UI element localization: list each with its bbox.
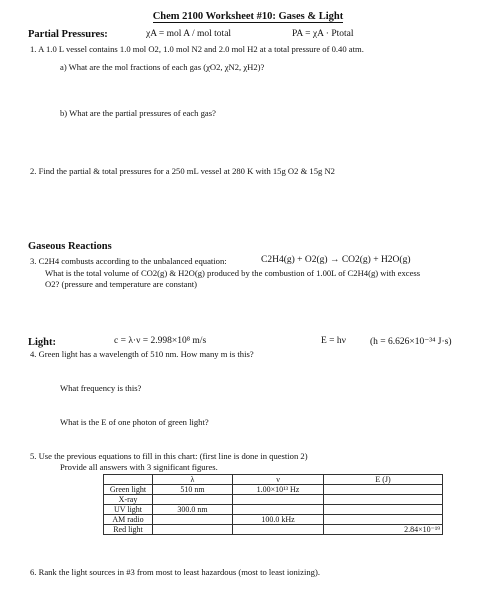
table-cell: Red light	[104, 525, 153, 535]
table-cell	[324, 495, 443, 505]
question-5: 5. Use the previous equations to fill in this chart: (first line is done in question 2)	[30, 451, 308, 461]
question-4a: What frequency is this?	[60, 383, 142, 393]
question-2: 2. Find the partial & total pressures for a 250 mL vessel at 280 K with 15g O2 & 15g N2	[30, 166, 335, 176]
question-1b: b) What are the partial pressures of each gas?	[60, 108, 216, 118]
planck-constant: (h = 6.626×10⁻³⁴ J·s)	[370, 337, 452, 347]
table-cell: 100.0 kHz	[233, 515, 324, 525]
worksheet-title: Chem 2100 Worksheet #10: Gases & Light	[152, 11, 344, 22]
table-cell	[153, 495, 233, 505]
table-header-row	[104, 475, 443, 485]
table-cell	[153, 525, 233, 535]
table-cell	[233, 525, 324, 535]
question-4b: What is the E of one photon of green light?	[60, 417, 209, 427]
table-row	[104, 525, 443, 535]
partial-pressures-heading: Partial Pressures:	[28, 29, 108, 40]
question-4: 4. Green light has a wavelength of 510 nm. How many m is this?	[30, 349, 254, 359]
table-cell	[153, 515, 233, 525]
table-header-cell: λ	[153, 475, 233, 485]
table-cell: 1.00×10¹³ Hz	[233, 485, 324, 495]
question-5-instruction: Provide all answers with 3 significant figures.	[60, 462, 218, 472]
question-3: 3. C2H4 combusts according to the unbalanced equation:	[30, 256, 227, 266]
table-header-cell	[104, 475, 153, 485]
question-1a: a) What are the mol fractions of each gas (χO2, χN2, χH2)?	[60, 62, 265, 72]
mol-fraction-equation: χA = mol A / mol total	[146, 29, 232, 39]
table-cell	[324, 485, 443, 495]
light-heading: Light:	[28, 337, 57, 348]
photon-energy-equation: E = hν	[321, 336, 346, 346]
table-cell	[233, 495, 324, 505]
table-row	[104, 495, 443, 505]
table-cell	[324, 505, 443, 515]
table-cell: 510 nm	[153, 485, 233, 495]
table-row	[104, 515, 443, 525]
partial-pressure-equation: PA = χA · Ptotal	[292, 29, 354, 39]
table-row	[104, 485, 443, 495]
table-cell: 300.0 nm	[153, 505, 233, 515]
table-cell: UV light	[104, 505, 153, 515]
question-3-text: What is the total volume of CO2(g) & H2O(g) produced by the combustion of 1.00L of C2H4(g) with excess	[45, 268, 421, 278]
table-cell: Green light	[104, 485, 153, 495]
table-cell: X-ray	[104, 495, 153, 505]
table-cell	[324, 515, 443, 525]
table-header-cell: ν	[233, 475, 324, 485]
light-chart-table	[103, 474, 443, 535]
question-1: 1. A 1.0 L vessel contains 1.0 mol O2, 1.0 mol N2 and 2.0 mol H2 at a total pressure of 0.40 atm.	[30, 44, 364, 54]
table-header-cell: E (J)	[324, 475, 443, 485]
gaseous-reactions-heading: Gaseous Reactions	[28, 241, 112, 252]
speed-of-light-equation: c = λ·ν = 2.998×10⁸ m/s	[114, 336, 207, 346]
combustion-equation: C2H4(g) + O2(g) → CO2(g) + H2O(g)	[261, 255, 411, 265]
table-cell: 2.84×10⁻¹⁹	[324, 525, 443, 535]
table-row	[104, 505, 443, 515]
question-6: 6. Rank the light sources in #3 from most to least hazardous (most to least ionizing).	[30, 567, 320, 577]
table-cell	[233, 505, 324, 515]
table-cell: AM radio	[104, 515, 153, 525]
question-3-text-2: O2? (pressure and temperature are constant)	[45, 279, 197, 289]
